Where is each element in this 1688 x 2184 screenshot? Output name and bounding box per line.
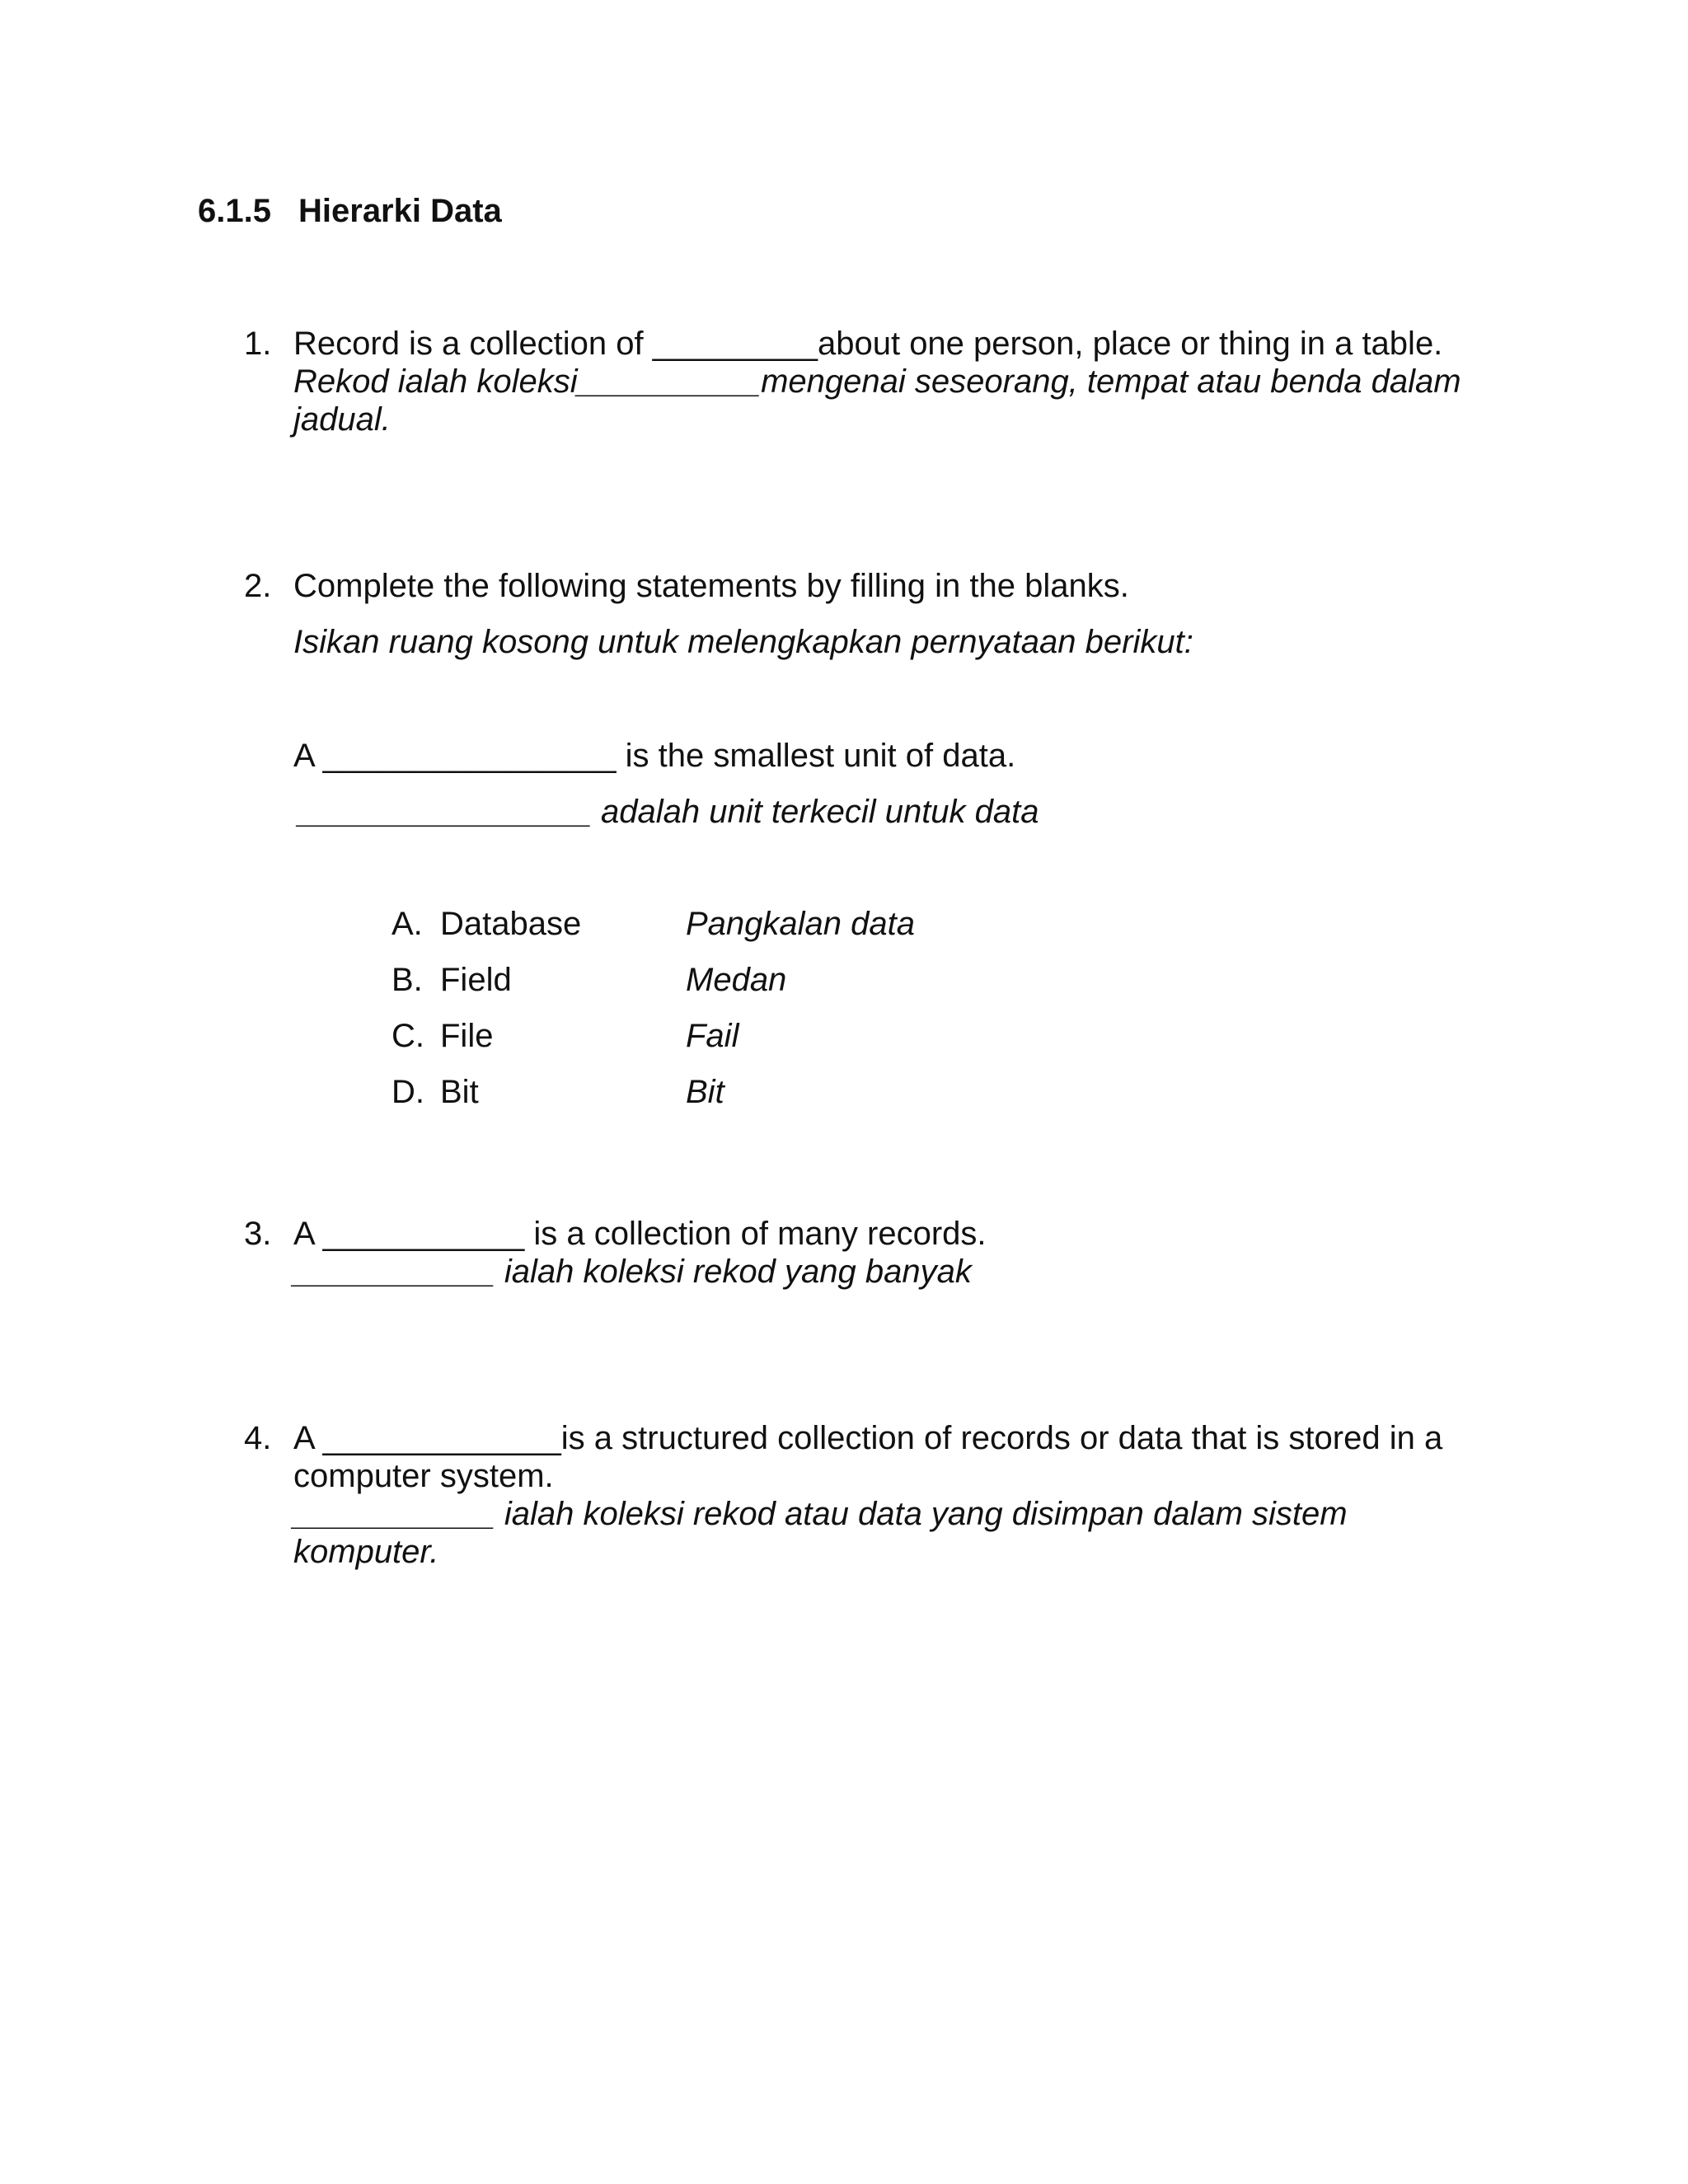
q1-number: 1. (244, 326, 272, 362)
q4-malay-text-line1: ___________ ialah koleksi rekod atau data yang disimpan dalam sistem (293, 1496, 1348, 1532)
q1-malay-text-line2: jadual. (293, 401, 391, 438)
q4-english-text-line2: computer system. (293, 1458, 554, 1494)
option-b-malay: Medan (686, 962, 787, 998)
section-heading (198, 193, 502, 230)
q1-english-text: Record is a collection of _________about one person, place or thing in a table. (293, 326, 1443, 362)
option-d-letter: D. (392, 1074, 424, 1110)
option-c-malay: Fail (686, 1018, 739, 1054)
option-c-english: File (440, 1018, 494, 1054)
q3-english-text: A ___________ is a collection of many records. (293, 1216, 987, 1252)
q2-number: 2. (244, 568, 272, 604)
q3-malay-text: ___________ ialah koleksi rekod yang banyak (293, 1254, 972, 1290)
section-number: 6.1.5 (198, 193, 271, 229)
option-a-malay: Pangkalan data (686, 906, 916, 942)
q2-statement-english: A ________________ is the smallest unit of data. (293, 738, 1016, 774)
option-b-english: Field (440, 962, 512, 998)
option-a-letter: A. (392, 906, 423, 942)
option-d-malay: Bit (686, 1074, 724, 1110)
option-c-letter: C. (392, 1018, 424, 1054)
q2-instruction-malay: Isikan ruang kosong untuk melengkapkan pernyataan berikut: (293, 624, 1193, 660)
q4-number: 4. (244, 1420, 272, 1456)
q1-malay-text-line1: Rekod ialah koleksi__________mengenai seseorang, tempat atau benda dalam (293, 363, 1461, 400)
q4-malay-text-line2: komputer. (293, 1534, 439, 1570)
option-b-letter: B. (392, 962, 423, 998)
q2-statement-malay: ________________ adalah unit terkecil untuk data (298, 794, 1039, 830)
option-d-english: Bit (440, 1074, 479, 1110)
q2-instruction-english: Complete the following statements by filling in the blanks. (293, 568, 1129, 604)
q3-number: 3. (244, 1216, 272, 1252)
q4-english-text-line1: A _____________is a structured collection of records or data that is stored in a (293, 1420, 1443, 1456)
section-title: Hierarki Data (298, 193, 502, 229)
option-a-english: Database (440, 906, 582, 942)
